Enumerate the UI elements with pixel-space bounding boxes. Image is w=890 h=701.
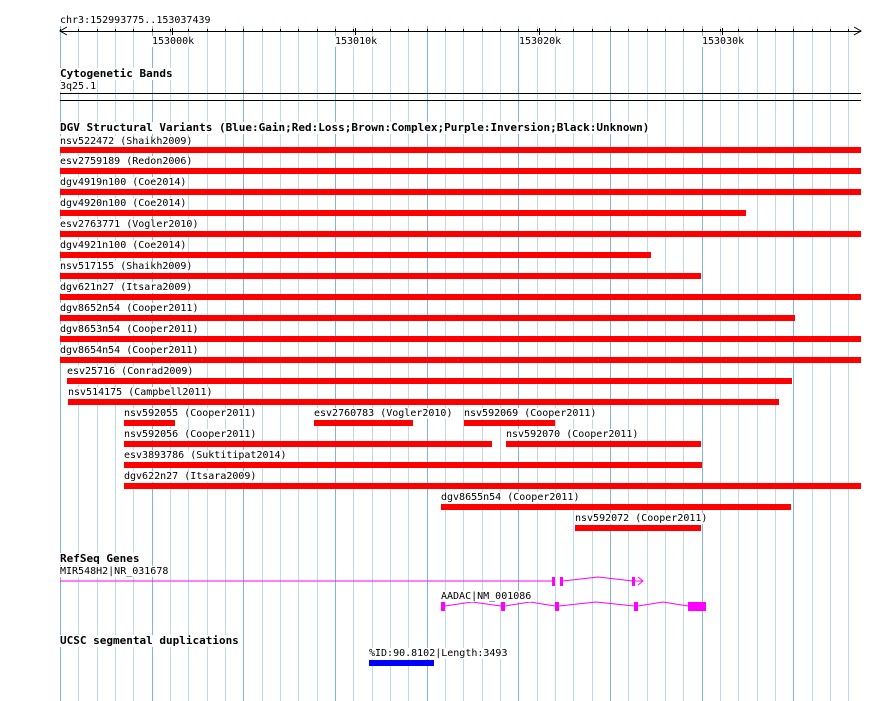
variant-label[interactable]: dgv4920n100 (Coe2014) [60,198,187,209]
variant-label[interactable]: nsv514175 (Campbell2011) [68,387,213,398]
variant-label[interactable]: esv25716 (Conrad2009) [67,366,194,377]
variant-label[interactable]: dgv8655n54 (Cooper2011) [441,492,580,503]
ruler-label-153020k: 153020k [519,36,562,47]
segdup-track-title: UCSC segmental duplications [60,634,239,647]
variant-label[interactable]: dgv621n27 (Itsara2009) [60,282,193,293]
gene-label[interactable]: AADAC|NM_001086 [441,591,532,602]
segdup-bar[interactable] [369,660,434,666]
variant-label[interactable]: nsv592069 (Cooper2011) [464,408,597,419]
dgv-track-title: DGV Structural Variants (Blue:Gain;Red:Loss;Brown:Complex;Purple:Inversion;Black:Unknown) [60,121,650,134]
variant-label[interactable]: dgv622n27 (Itsara2009) [124,471,257,482]
variant-label[interactable]: dgv4919n100 (Coe2014) [60,177,187,188]
variant-label[interactable]: esv2759189 (Redon2006) [60,156,193,167]
variant-label[interactable]: nsv592072 (Cooper2011) [575,513,708,524]
variant-label[interactable]: nsv592070 (Cooper2011) [506,429,639,440]
variant-label[interactable]: dgv4921n100 (Coe2014) [60,240,187,251]
variant-label[interactable]: dgv8654n54 (Cooper2011) [60,345,199,356]
ruler-label-153000k: 153000k [152,36,195,47]
variant-label[interactable]: esv2763771 (Vogler2010) [60,219,199,230]
cytoband-label: 3q25.1 [60,81,97,92]
variant-label[interactable]: esv3893786 (Suktitipat2014) [124,450,287,461]
segdup-label[interactable]: %ID:90.8102|Length:3493 [369,648,508,659]
ruler-label-153010k: 153010k [335,36,378,47]
variant-label[interactable]: nsv517155 (Shaikh2009) [60,261,193,272]
gene-label[interactable]: MIR548H2|NR_031678 [60,566,169,577]
variant-label[interactable]: dgv8653n54 (Cooper2011) [60,324,199,335]
variant-label[interactable]: nsv522472 (Shaikh2009) [60,136,193,147]
variant-label[interactable]: dgv8652n54 (Cooper2011) [60,303,199,314]
ruler-label-153030k: 153030k [702,36,745,47]
variant-label[interactable]: nsv592056 (Cooper2011) [124,429,257,440]
refseq-track-title: RefSeq Genes [60,552,140,565]
variant-label[interactable]: esv2760783 (Vogler2010) [314,408,453,419]
ruler-region-label: chr3:152993775..153037439 [60,15,211,26]
variant-label[interactable]: nsv592055 (Cooper2011) [124,408,257,419]
cytoband-track-title: Cytogenetic Bands [60,67,173,80]
